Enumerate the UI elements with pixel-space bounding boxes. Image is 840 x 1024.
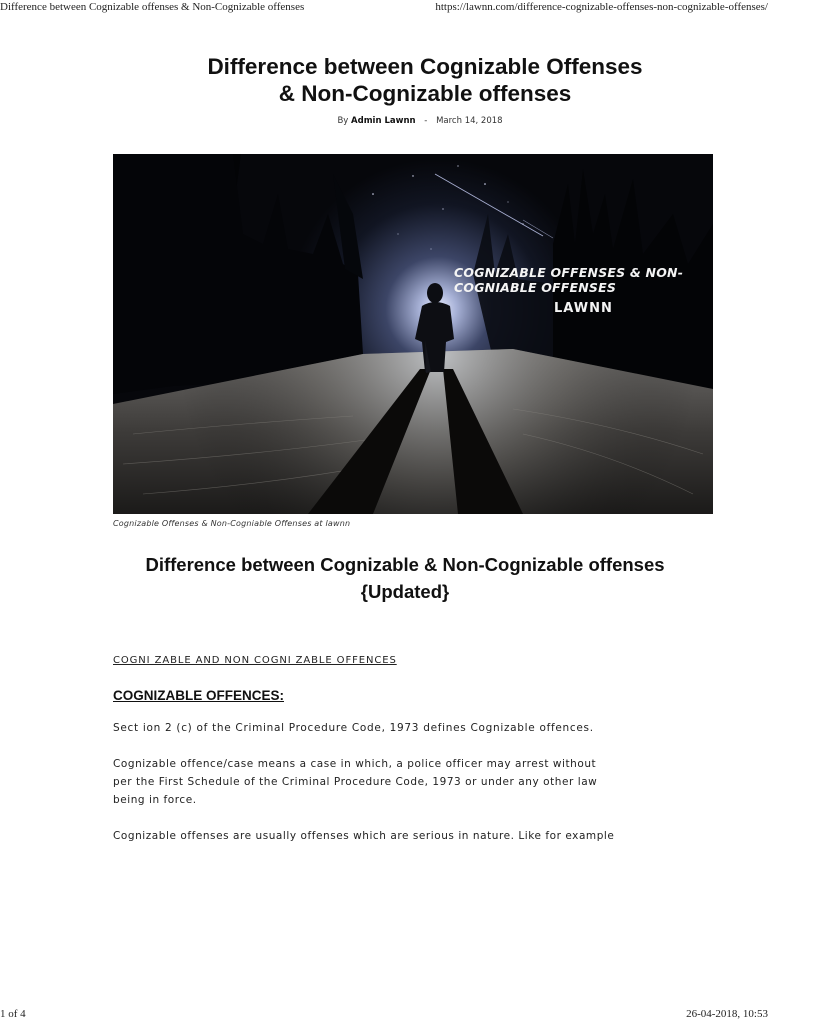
hero-photo: [113, 154, 713, 514]
byline: [0, 116, 840, 126]
cognizable-offences-link[interactable]: COGNI ZABLE AND NON COGNI ZABLE OFFENCES: [113, 655, 397, 666]
paragraph-serious-nature: Cognizable offenses are usually offenses which are serious in nature. Like for example: [113, 830, 615, 842]
paragraph-definition-line-2: per the First Schedule of the Criminal Procedure Code, 1973 or under any other law: [113, 776, 598, 788]
publish-date: March 14, 2018: [436, 116, 503, 126]
section-heading-line-2: {Updated}: [360, 581, 450, 602]
print-header-url: https://lawnn.com/difference-cognizable-offenses-non-cognizable-offenses/: [435, 1, 768, 13]
section-heading-line-1: Difference between Cognizable & Non-Cognizable offenses: [145, 554, 665, 575]
page-number: 1 of 4: [0, 1008, 26, 1020]
hero-overlay-line-1: COGNIZABLE OFFENSES & NON-: [454, 265, 684, 280]
byline-separator: -: [424, 116, 428, 126]
hero-overlay-line-2: COGNIABLE OFFENSES: [454, 280, 617, 295]
cognizable-offences-subheading: COGNIZABLE OFFENCES:: [113, 688, 284, 703]
hero-image: [113, 154, 713, 514]
author-link[interactable]: Admin Lawnn: [351, 116, 416, 126]
section-heading: [95, 551, 715, 605]
print-header-title: Difference between Cognizable offenses & Non-Cognizable offenses: [0, 1, 305, 13]
print-timestamp: 26-04-2018, 10:53: [686, 1008, 768, 1020]
paragraph-section-2c: Sect ion 2 (c) of the Criminal Procedure Code, 1973 defines Cognizable offences.: [113, 722, 594, 734]
byline-prefix: By: [337, 116, 349, 126]
article-title-line-1: Difference between Cognizable Offenses: [207, 54, 643, 79]
article-title-line-2: & Non-Cognizable offenses: [278, 81, 572, 106]
paragraph-definition-line-1: Cognizable offence/case means a case in which, a police officer may arrest without: [113, 758, 597, 770]
image-caption: Cognizable Offenses & Non-Cogniable Offenses at lawnn: [113, 519, 351, 528]
article-title: [140, 53, 710, 107]
print-footer: [0, 1006, 768, 1024]
paragraph-definition-line-3: being in force.: [113, 794, 197, 806]
hero-overlay-brand: LAWNN: [554, 301, 613, 316]
